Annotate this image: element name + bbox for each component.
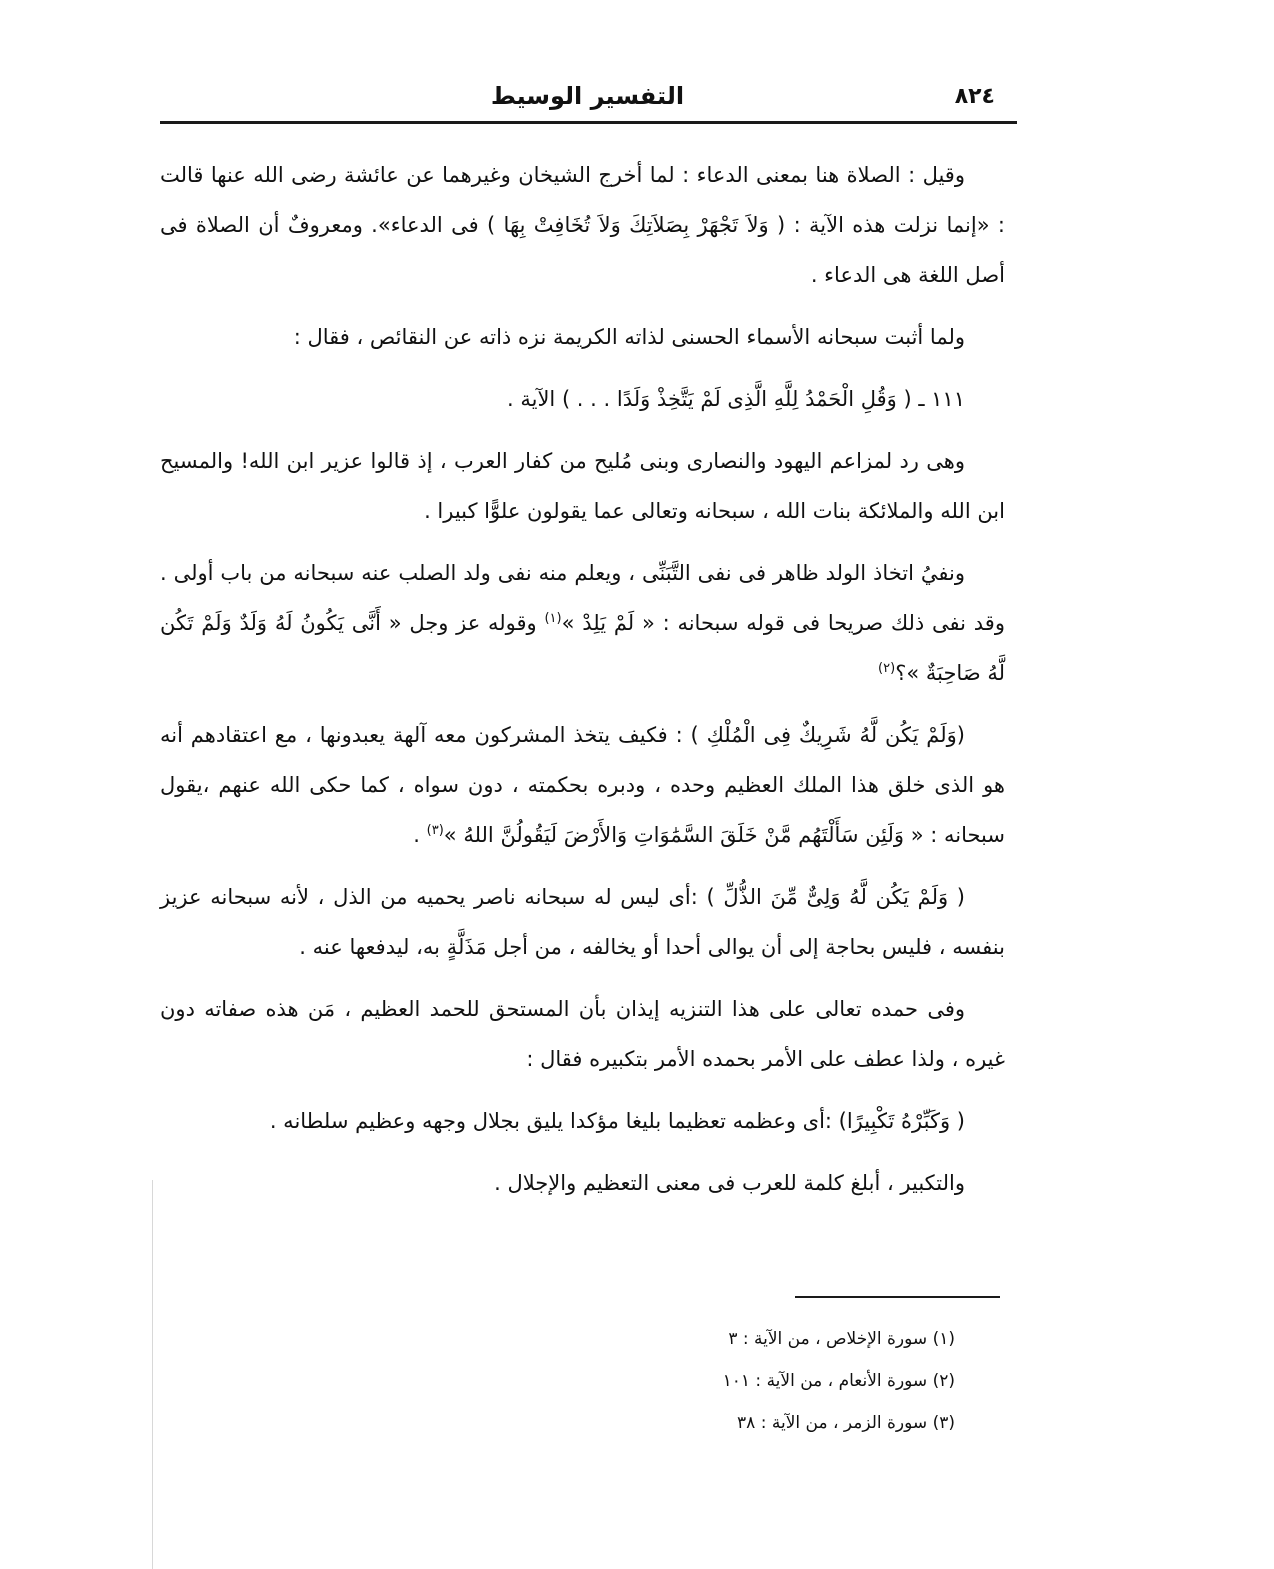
page-number: ٨٢٤ [954, 84, 995, 109]
footnote-3: (٣) سورة الزمر ، من الآية : ٣٨ [737, 1413, 955, 1433]
running-title: التفسير الوسيط [490, 82, 685, 110]
body-text [160, 150, 1005, 1220]
paragraph-1: وقيل : الصلاة هنا بمعنى الدعاء : لما أخرج الشيخان وغيرهما عن عائشة رضى الله عنها قالت : «إنما نزلت هذه الآية : ( وَلاَ تَجْهَرْ بِصَلاَتِكَ وَلاَ تُخَافِتْ بِهَا ) فى الدعاء». ومعروفٌ أن الصلاة فى أصل اللغة هى الدعاء . [160, 163, 1005, 287]
paragraph-6-text-a: (وَلَمْ يَكُن لَّهُ شَرِيكٌ فِى الْمُلْكِ ) : فكيف يتخذ المشركون معه آلهة يعبدونها ، مع اعتقادهم أنه هو الذى خلق هذا الملك العظيم وحده ، ودبره بحكمته ، دون سواه ، كما حكى الله عنهم ،يقول سبحانه : « وَلَئِن سَأَلْتَهُم مَّنْ خَلَقَ السَّمَٰوَاتِ وَالأَرْضَ لَيَقُولُنَّ اللهُ » [160, 723, 1005, 847]
paragraph-9: ( وَكَبِّرْهُ تَكْبِيرًا) :أى وعظمه تعظيما بليغا مؤكدا يليق بجلال وجهه وعظيم سلطانه . [269, 1109, 965, 1133]
header-rule [160, 121, 1017, 124]
footnotes [560, 1318, 955, 1444]
paragraph-4: وهى رد لمزاعم اليهود والنصارى وبنى مُليح من كفار العرب ، إذ قالوا عزير ابن الله! والمسيح ابن الله والملائكة بنات الله ، سبحانه وتعالى عما يقولون علوًّا كبيرا . [160, 449, 1005, 523]
page-header [160, 78, 1015, 120]
verse-heading: ١١١ ـ ( وَقُلِ الْحَمْدُ لِلَّهِ الَّذِى لَمْ يَتَّخِذْ وَلَدًا . . . ) الآية . [507, 387, 965, 411]
footnote-ref-1: (١) [544, 611, 562, 626]
footnote-ref-3: (٣) [426, 823, 444, 838]
paragraph-5 [160, 548, 1005, 698]
footnote-2: (٢) سورة الأنعام ، من الآية : ١٠١ [722, 1371, 955, 1391]
paragraph-7: ( وَلَمْ يَكُن لَّهُ وَلِىٌّ مِّنَ الذُّلِّ ) :أى ليس له سبحانه ناصر يحميه من الذل ، لأنه سبحانه عزيز بنفسه ، فليس بحاجة إلى أن يوالى أحدا أو يخالفه ، من أجل مَذَلَّةٍ به، ليدفعها عنه . [160, 885, 1005, 959]
scan-margin-line [152, 1180, 153, 1569]
paragraph-6 [160, 710, 1005, 860]
paragraph-6-text-b: . [413, 823, 427, 847]
footnote-ref-2: (٢) [878, 661, 896, 676]
paragraph-8: وفى حمده تعالى على هذا التنزيه إيذان بأن المستحق للحمد العظيم ، مَن هذه صفاته دون غيره ، ولذا عطف على الأمر بحمده الأمر بتكبيره فقال : [160, 997, 1005, 1071]
footnote-rule [795, 1296, 1000, 1298]
paragraph-5-text-b: وقوله عز وجل « أَنَّى يَكُونُ لَهُ وَلَدٌ وَلَمْ تَكُن لَّهُ صَاحِبَةٌ »؟ [160, 611, 1005, 685]
paragraph-10: والتكبير ، أبلغ كلمة للعرب فى معنى التعظيم والإجلال . [494, 1171, 965, 1195]
paragraph-5-text-a: ونفيُ اتخاذ الولد ظاهر فى نفى التَّبَنِّى ، ويعلم منه نفى ولد الصلب عنه سبحانه من باب أولى . وقد نفى ذلك صريحا فى قوله سبحانه : « لَمْ يَلِدْ » [160, 561, 1005, 635]
footnote-1: (١) سورة الإخلاص ، من الآية : ٣ [728, 1329, 955, 1349]
paragraph-2: ولما أثبت سبحانه الأسماء الحسنى لذاته الكريمة نزه ذاته عن النقائص ، فقال : [293, 325, 965, 349]
